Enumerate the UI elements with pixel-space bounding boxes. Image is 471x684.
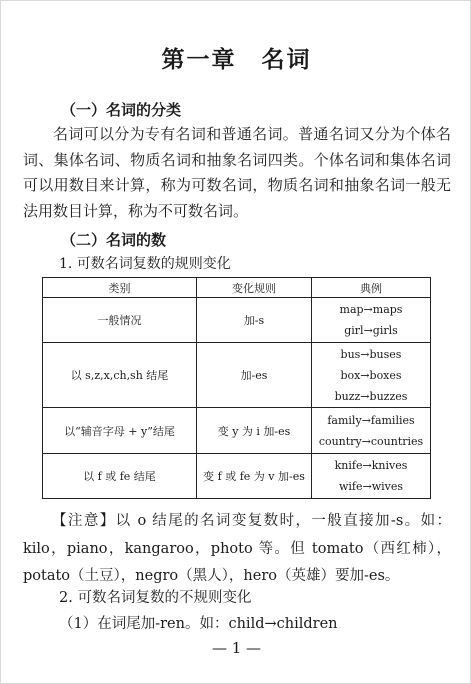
row-examples bbox=[312, 343, 431, 408]
table-header-row bbox=[43, 278, 431, 298]
subheading-irregular-plural: 2. 可数名词复数的不规则变化 bbox=[59, 590, 252, 606]
row-category: 以“辅音字母 + y”结尾 bbox=[43, 408, 197, 454]
example-item: bus→buses bbox=[340, 347, 402, 361]
classification-paragraph: 名词可以分为专有名词和普通名词。普通名词又分为个体名词、集体名词、物质名词和抽象名词四类。个体名词和集体名词可以用数目来计算，称为可数名词，物质名词和抽象名词一般无法用数目计算，称为不可数名词。 bbox=[23, 125, 451, 220]
table-row bbox=[43, 298, 431, 343]
row-category: 一般情况 bbox=[43, 298, 197, 343]
row-rule: 变 y 为 i 加-es bbox=[197, 408, 312, 454]
table-row bbox=[43, 408, 431, 454]
chapter-title: 第一章 名词 bbox=[161, 46, 312, 73]
section-heading-classification: （一）名词的分类 bbox=[61, 101, 182, 119]
row-examples bbox=[312, 454, 431, 499]
table-header-example: 典例 bbox=[312, 278, 431, 298]
example-item: buzz→buzzes bbox=[334, 389, 408, 403]
subheading-regular-plural: 1. 可数名词复数的规则变化 bbox=[59, 256, 231, 272]
irregular-rule-item: （1）在词尾加-ren。如：child→children bbox=[59, 616, 338, 632]
example-item: girl→girls bbox=[344, 324, 398, 337]
table-row bbox=[43, 343, 431, 408]
plural-rules-table bbox=[42, 277, 431, 499]
table-header-rule: 变化规则 bbox=[197, 278, 312, 298]
table-header-category: 类别 bbox=[43, 278, 197, 298]
row-examples bbox=[312, 408, 431, 454]
example-item: wife→wives bbox=[338, 480, 404, 493]
row-examples bbox=[312, 298, 431, 343]
row-rule: 加-es bbox=[197, 343, 312, 408]
row-rule: 加-s bbox=[197, 298, 312, 343]
example-item: map→maps bbox=[339, 303, 403, 316]
row-category: 以 s,z,x,ch,sh 结尾 bbox=[43, 343, 197, 408]
section-heading-number: （二）名词的数 bbox=[61, 231, 167, 249]
note-paragraph: 【注意】以 o 结尾的名词变复数时，一般直接加-s。如：kilo，piano，kangaroo，photo 等。但 tomato（西红柿），potato（土豆），negro（黑人），hero（英雄）要加-es。 bbox=[23, 513, 451, 584]
page-number: — 1 — bbox=[211, 639, 262, 657]
row-category: 以 f 或 fe 结尾 bbox=[43, 454, 197, 499]
example-item: box→boxes bbox=[340, 368, 402, 382]
table-row bbox=[43, 454, 431, 499]
example-item: country→countries bbox=[318, 434, 424, 448]
example-item: knife→knives bbox=[334, 459, 408, 472]
row-rule: 变 f 或 fe 为 v 加-es bbox=[197, 454, 312, 499]
example-item: family→families bbox=[327, 413, 415, 427]
